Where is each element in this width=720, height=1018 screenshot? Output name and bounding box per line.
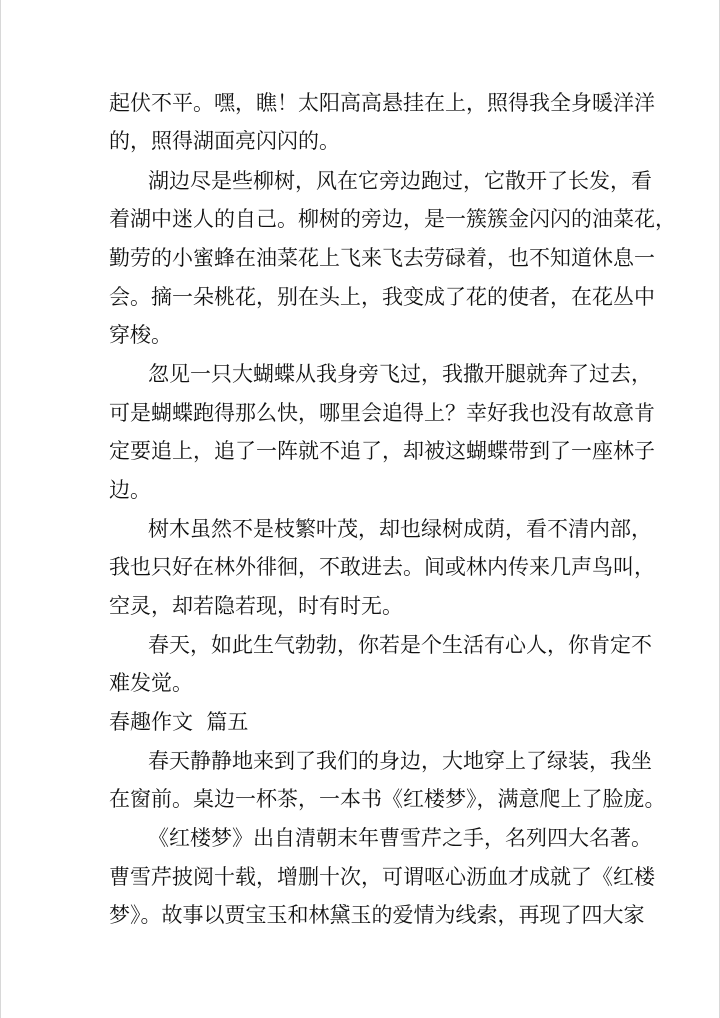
text-line: 树木虽然不是枝繁叶茂，却也绿树成荫，看不清内部，: [148, 517, 652, 541]
text-line: 的，照得湖面亮闪闪的。: [109, 129, 340, 153]
text-line: 忽见一只大蝴蝶从我身旁飞过，我撒开腿就奔了过去，: [148, 362, 652, 386]
text-line: 起伏不平。嘿，瞧！太阳高高悬挂在上，照得我全身暖洋洋: [109, 91, 655, 115]
text-line: 春天静静地来到了我们的身边，大地穿上了绿装，我坐: [148, 749, 652, 773]
text-line: 着湖中迷人的自己。柳树的旁边，是一簇簇金闪闪的油菜花，: [109, 207, 676, 231]
page-border-left: [0, 0, 1, 1018]
text-line: 春天，如此生气勃勃，你若是个生活有心人，你肯定不: [148, 633, 652, 657]
text-line: 勤劳的小蜜蜂在油菜花上飞来飞去劳碌着，也不知道休息一: [109, 246, 655, 270]
text-line: 空灵，却若隐若现，时有时无。: [109, 594, 403, 618]
text-line: 我也只好在林外徘徊，不敢进去。间或林内传来几声鸟叫，: [109, 555, 655, 579]
text-line: 梦》。故事以贾宝玉和林黛玉的爱情为线索，再现了四大家: [109, 903, 645, 927]
text-line: 定要追上，追了一阵就不追了，却被这蝴蝶带到了一座林子: [109, 439, 655, 463]
text-line: 会。摘一朵桃花，别在头上，我变成了花的使者，在花丛中: [109, 285, 655, 309]
text-line: 在窗前。桌边一杯茶，一本书《红楼梦》，满意爬上了脸庞。: [109, 787, 666, 811]
text-line: 难发觉。: [109, 671, 193, 695]
text-line: 穿梭。: [109, 323, 172, 347]
text-line: 曹雪芹披阅十载，增删十次，可谓呕心沥血才成就了《红楼: [109, 865, 655, 889]
text-line: 《红楼梦》出自清朝末年曹雪芹之手，名列四大名著。: [148, 826, 652, 850]
text-line: 可是蝴蝶跑得那么快，哪里会追得上？幸好我也没有故意肯: [109, 401, 655, 425]
text-line: 湖边尽是些柳树，风在它旁边跑过，它散开了长发，看: [148, 169, 652, 193]
text-line: 边。: [109, 478, 151, 502]
section-heading: 春趣作文 篇五: [109, 710, 249, 734]
